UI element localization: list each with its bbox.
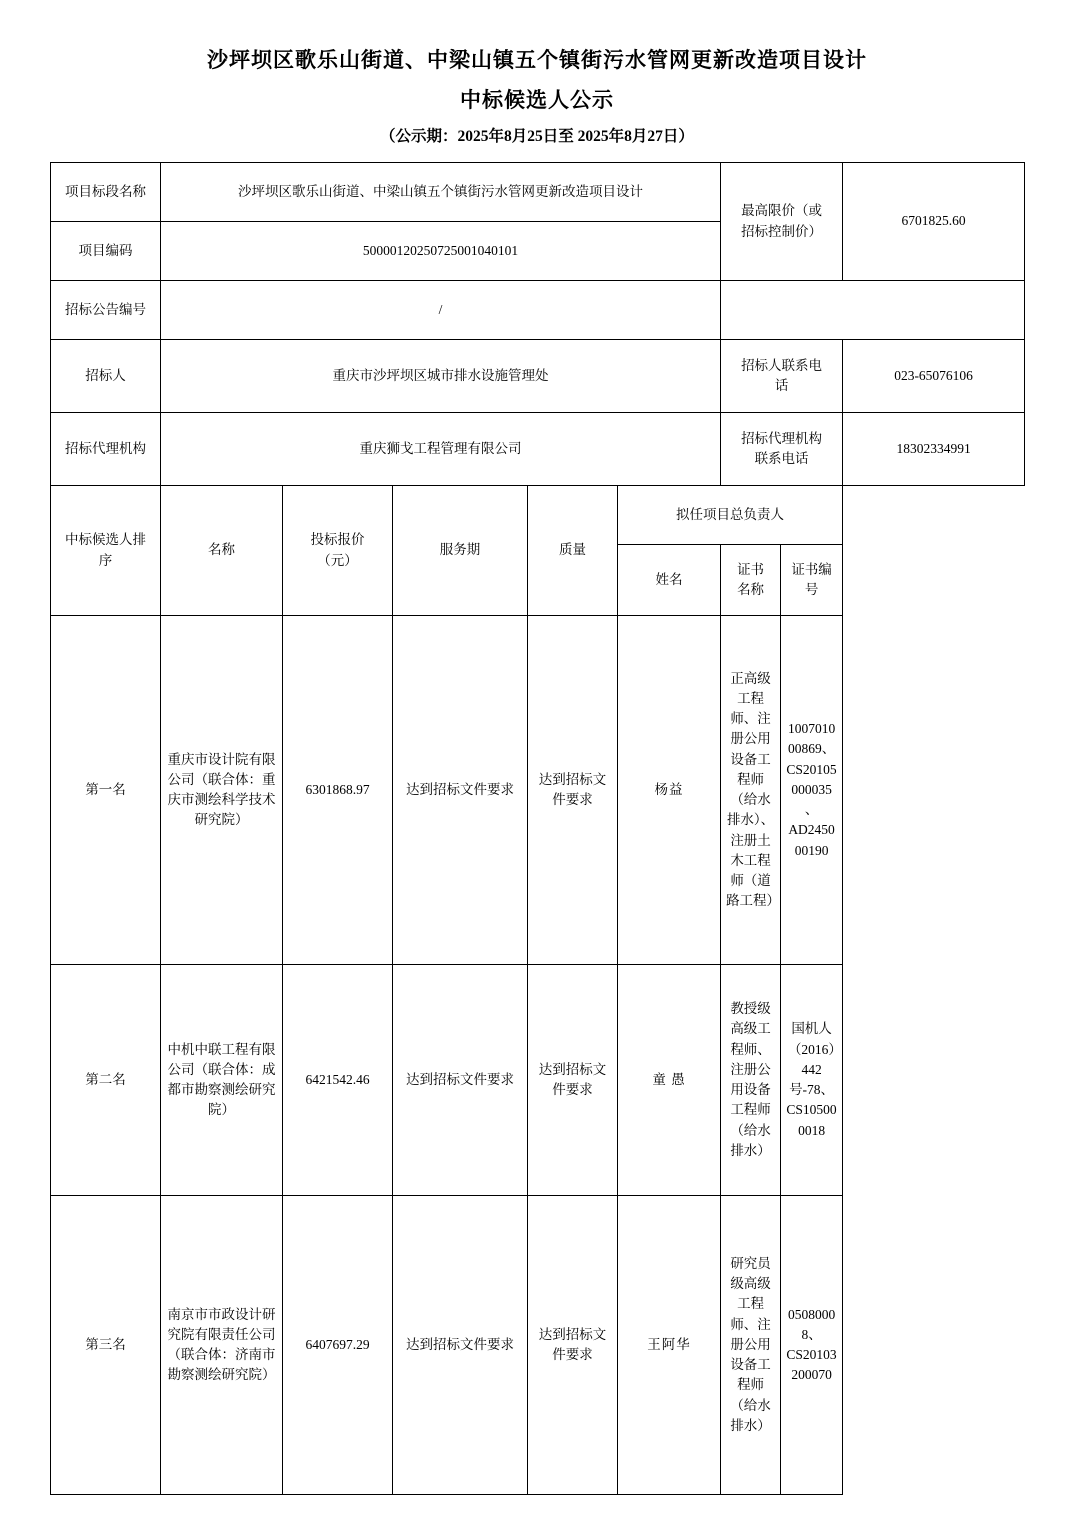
- table-row: [51, 413, 1025, 486]
- agency-phone-label-line1: 招标代理机构: [741, 430, 823, 446]
- table-row: [51, 616, 1025, 965]
- header-rank-line2: 序: [98, 552, 113, 568]
- table-row: [51, 340, 1025, 413]
- agency-phone-label-line2: 联系电话: [754, 451, 809, 466]
- announcement-table: [50, 162, 1025, 1495]
- header-bid-price: [283, 486, 393, 616]
- tenderer-phone-label-line1: 招标人联系电: [741, 357, 823, 373]
- page-title: 沙坪坝区歌乐山街道、中梁山镇五个镇街污水管网更新改造项目设计: [207, 48, 867, 72]
- header-quality: 质量: [528, 486, 618, 616]
- header-name: 名称: [161, 486, 283, 616]
- max-price-label-line1: 最高限价（或: [741, 203, 823, 219]
- candidate-bid-price: 6421542.46: [283, 965, 393, 1196]
- tenderer-phone-label-line2: 话: [774, 378, 789, 393]
- header-bid-price-line1: 投标报价: [310, 532, 365, 548]
- candidate-name: 南京市市政设计研究院有限责任公司（联合体：济南市勘察测绘研究院）: [161, 1196, 283, 1495]
- table-row: [51, 281, 1025, 340]
- empty-cell: [721, 281, 1025, 340]
- candidate-cert-no: 05080008、CS20103200070: [781, 1196, 843, 1495]
- header-cert-name: [721, 545, 781, 616]
- candidate-rank: 第三名: [51, 1196, 161, 1495]
- tenderer-label: 招标人: [51, 340, 161, 413]
- tenderer-phone-label: [721, 340, 843, 413]
- header-cert-name-line1: 证书: [737, 561, 765, 577]
- candidate-quality: 达到招标文件要求: [528, 965, 618, 1196]
- candidate-bid-price: 6407697.29: [283, 1196, 393, 1495]
- max-price-label-line2: 招标控制价）: [741, 223, 823, 239]
- agency-value: 重庆狮戈工程管理有限公司: [161, 413, 721, 486]
- tenderer-phone-value: 023-65076106: [843, 340, 1025, 413]
- header-service-period: 服务期: [393, 486, 528, 616]
- max-price-value: 6701825.60: [843, 163, 1025, 281]
- candidate-rank: 第一名: [51, 616, 161, 965]
- header-rank-line1: 中标候选人排: [65, 532, 146, 548]
- candidate-cert-no: 国机人（2016）442号-78、CS105000018: [781, 965, 843, 1196]
- project-name-label: 项目标段名称: [51, 163, 161, 222]
- table-row: [51, 1196, 1025, 1495]
- table-row: [51, 163, 1025, 222]
- candidate-service-period: 达到招标文件要求: [393, 616, 528, 965]
- candidate-name: 重庆市设计院有限公司（联合体：重庆市测绘科学技术研究院）: [161, 616, 283, 965]
- tenderer-value: 重庆市沙坪坝区城市排水设施管理处: [161, 340, 721, 413]
- candidate-quality: 达到招标文件要求: [528, 616, 618, 965]
- header-leader-group: 拟任项目总负责人: [618, 486, 843, 545]
- header-rank: [51, 486, 161, 616]
- header-cert-no: 证书编号: [781, 545, 843, 616]
- table-header-row: [51, 486, 1025, 545]
- agency-phone-value: 18302334991: [843, 413, 1025, 486]
- candidate-person-name: 杨益: [618, 616, 721, 965]
- agency-label: 招标代理机构: [51, 413, 161, 486]
- max-price-label: [721, 163, 843, 281]
- candidate-cert-name: 研究员级高级工程师、注册公用设备工程师（给水排水）: [721, 1196, 781, 1495]
- candidate-cert-name: 正高级工程师、注册公用设备工程师（给水排水）、注册土木工程师（道路工程）: [721, 616, 781, 965]
- candidate-cert-name: 教授级高级工程师、注册公用设备工程师（给水排水）: [721, 965, 781, 1196]
- header-cert-name-line2: 名称: [737, 582, 765, 597]
- announcement-code-label: 招标公告编号: [51, 281, 161, 340]
- agency-phone-label: [721, 413, 843, 486]
- candidate-cert-no: 100701000869、CS20105000035、AD245000190: [781, 616, 843, 965]
- candidate-service-period: 达到招标文件要求: [393, 965, 528, 1196]
- project-name-value: 沙坪坝区歌乐山街道、中梁山镇五个镇街污水管网更新改造项目设计: [161, 163, 721, 222]
- header-bid-price-line2: （元）: [317, 552, 358, 568]
- candidate-bid-price: 6301868.97: [283, 616, 393, 965]
- announcement-code-value: /: [161, 281, 721, 340]
- project-code-value: 50000120250725001040101: [161, 222, 721, 281]
- candidate-service-period: 达到招标文件要求: [393, 1196, 528, 1495]
- candidate-rank: 第二名: [51, 965, 161, 1196]
- table-row: [51, 965, 1025, 1196]
- project-code-label: 项目编码: [51, 222, 161, 281]
- page-subtitle: 中标候选人公示: [460, 88, 614, 112]
- header-person-name: 姓名: [618, 545, 721, 616]
- candidate-quality: 达到招标文件要求: [528, 1196, 618, 1495]
- candidate-person-name: 王阿华: [618, 1196, 721, 1495]
- candidate-name: 中机中联工程有限公司（联合体：成都市勘察测绘研究院）: [161, 965, 283, 1196]
- publicity-period: （公示期：2025年8月25日至 2025年8月27日）: [380, 128, 694, 145]
- candidate-person-name: 童 愚: [618, 965, 721, 1196]
